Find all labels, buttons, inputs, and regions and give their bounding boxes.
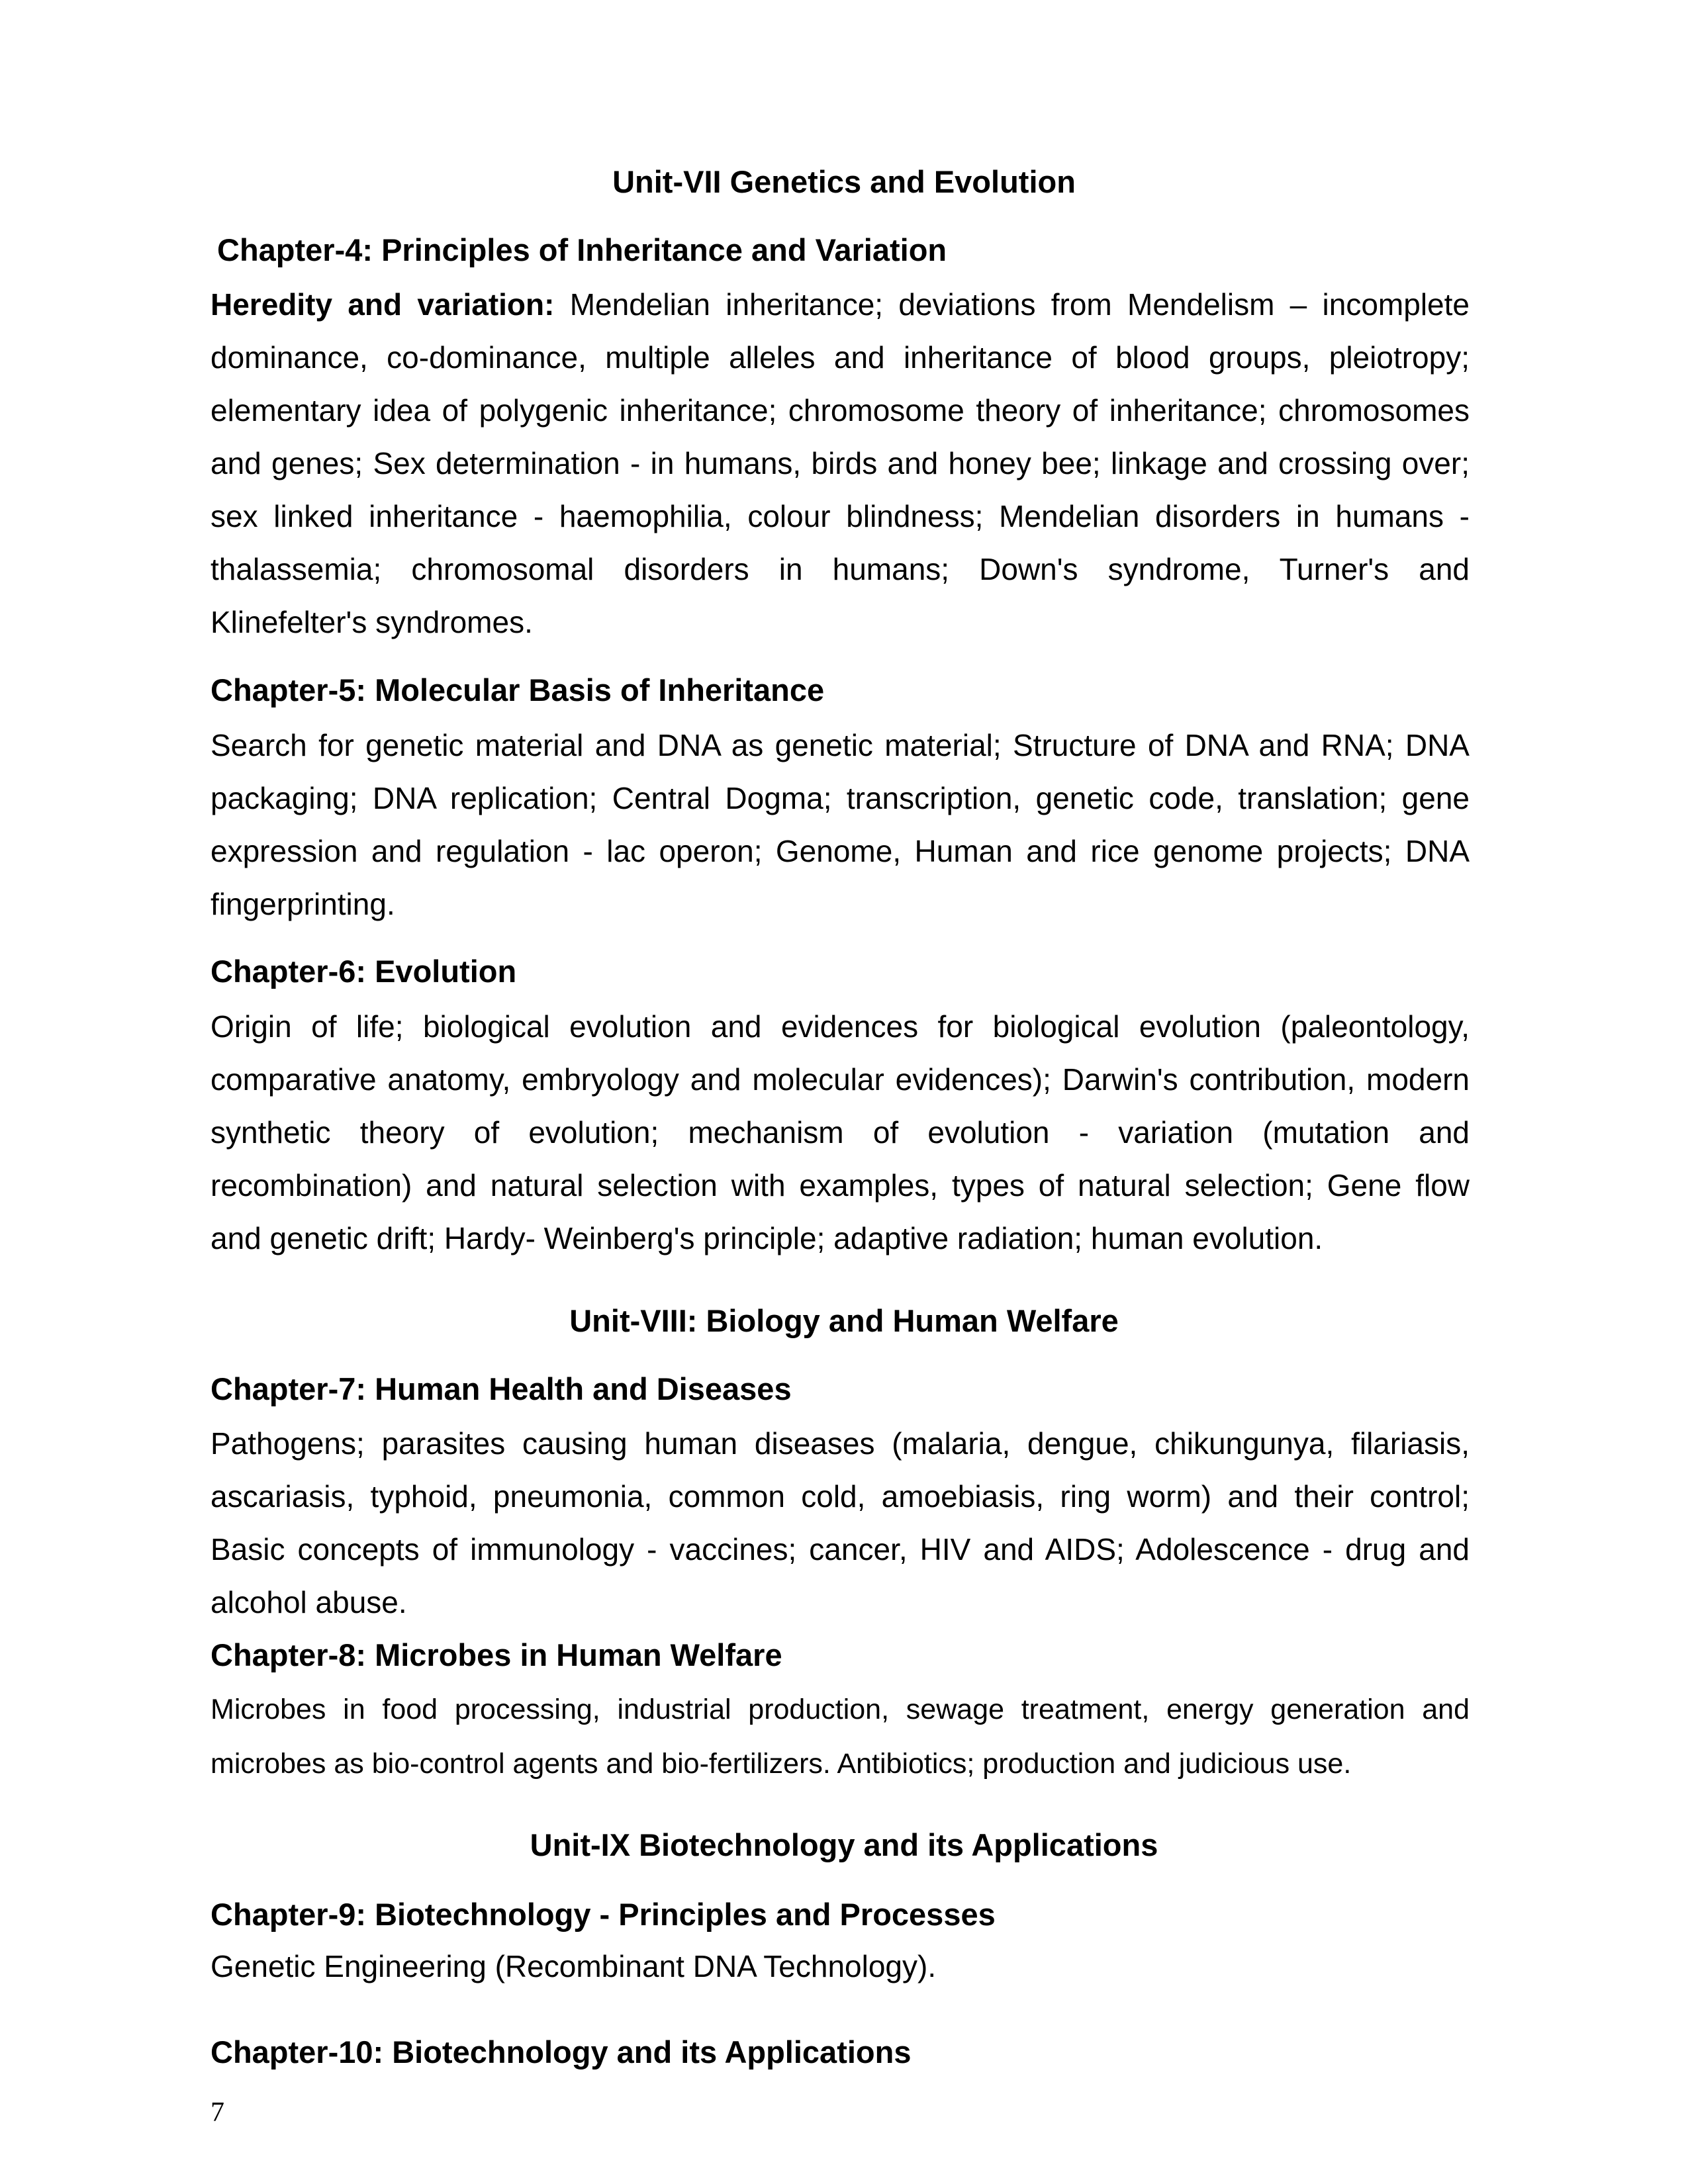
chapter-heading: Chapter-8: Microbes in Human Welfare xyxy=(211,1637,782,1672)
paragraph-line: elementary idea of polygenic inheritance; chromosome theory of inheritance; chromosomes xyxy=(211,393,1470,428)
paragraph-line: expression and regulation - lac operon; Genome, Human and rice genome projects; DNA xyxy=(211,834,1470,868)
paragraph-line: synthetic theory of evolution; mechanism of evolution - variation (mutation and xyxy=(211,1115,1470,1150)
paragraph-line: dominance, co-dominance, multiple alleles and inheritance of blood groups, pleiotropy; xyxy=(211,340,1470,375)
unit-title: Unit-VIII: Biology and Human Welfare xyxy=(569,1303,1119,1338)
chapter-heading: Chapter-9: Biotechnology - Principles and Processes xyxy=(211,1897,996,1932)
chapter-heading: Chapter-10: Biotechnology and its Applications xyxy=(211,2034,912,2070)
paragraph-line: sex linked inheritance - haemophilia, colour blindness; Mendelian disorders in humans - xyxy=(211,499,1470,533)
paragraph-line: and genetic drift; Hardy- Weinberg's principle; adaptive radiation; human evolution. xyxy=(211,1221,1323,1255)
paragraph-line: recombination) and natural selection with examples, types of natural selection; Gene flow xyxy=(211,1168,1470,1203)
paragraph-line: Search for genetic material and DNA as genetic material; Structure of DNA and RNA; DNA xyxy=(211,728,1470,762)
unit-title: Unit-VII Genetics and Evolution xyxy=(612,164,1076,199)
paragraph-line: and genes; Sex determination - in humans, birds and honey bee; linkage and crossing over; xyxy=(211,446,1470,480)
page-number: 7 xyxy=(211,2097,224,2128)
paragraph-line: packaging; DNA replication; Central Dogma; transcription, genetic code, translation; gene xyxy=(211,781,1470,815)
paragraph-line: Origin of life; biological evolution and evidences for biological evolution (paleontology, xyxy=(211,1009,1470,1044)
paragraph-line: Klinefelter's syndromes. xyxy=(211,605,533,639)
paragraph-line: ascariasis, typhoid, pneumonia, common cold, amoebiasis, ring worm) and their control; xyxy=(211,1479,1470,1514)
chapter-heading: Chapter-6: Evolution xyxy=(211,954,517,989)
chapter-heading: Chapter-5: Molecular Basis of Inheritance xyxy=(211,672,825,707)
paragraph-line: Pathogens; parasites causing human diseases (malaria, dengue, chikungunya, filariasis, xyxy=(211,1426,1470,1461)
paragraph-line: comparative anatomy, embryology and molecular evidences); Darwin's contribution, modern xyxy=(211,1062,1470,1097)
paragraph-line: Basic concepts of immunology - vaccines; cancer, HIV and AIDS; Adolescence - drug and xyxy=(211,1532,1470,1567)
paragraph-line: alcohol abuse. xyxy=(211,1585,407,1619)
paragraph-line: Genetic Engineering (Recombinant DNA Technology). xyxy=(211,1949,937,1983)
paragraph-line: Microbes in food processing, industrial production, sewage treatment, energy generation and xyxy=(211,1694,1470,1725)
paragraph-line: Heredity and variation: Mendelian inheritance; deviations from Mendelism – incomplete xyxy=(211,287,1470,322)
paragraph-line: fingerprinting. xyxy=(211,887,395,921)
unit-title: Unit-IX Biotechnology and its Applications xyxy=(530,1827,1158,1862)
paragraph-line: microbes as bio-control agents and bio-fertilizers. Antibiotics; production and judicious use. xyxy=(211,1748,1352,1780)
chapter-heading: Chapter-4: Principles of Inheritance and Variation xyxy=(217,232,947,267)
chapter-heading: Chapter-7: Human Health and Diseases xyxy=(211,1371,792,1406)
lead-term: Heredity and variation: xyxy=(211,287,555,322)
paragraph-line: thalassemia; chromosomal disorders in humans; Down's syndrome, Turner's and xyxy=(211,552,1470,586)
